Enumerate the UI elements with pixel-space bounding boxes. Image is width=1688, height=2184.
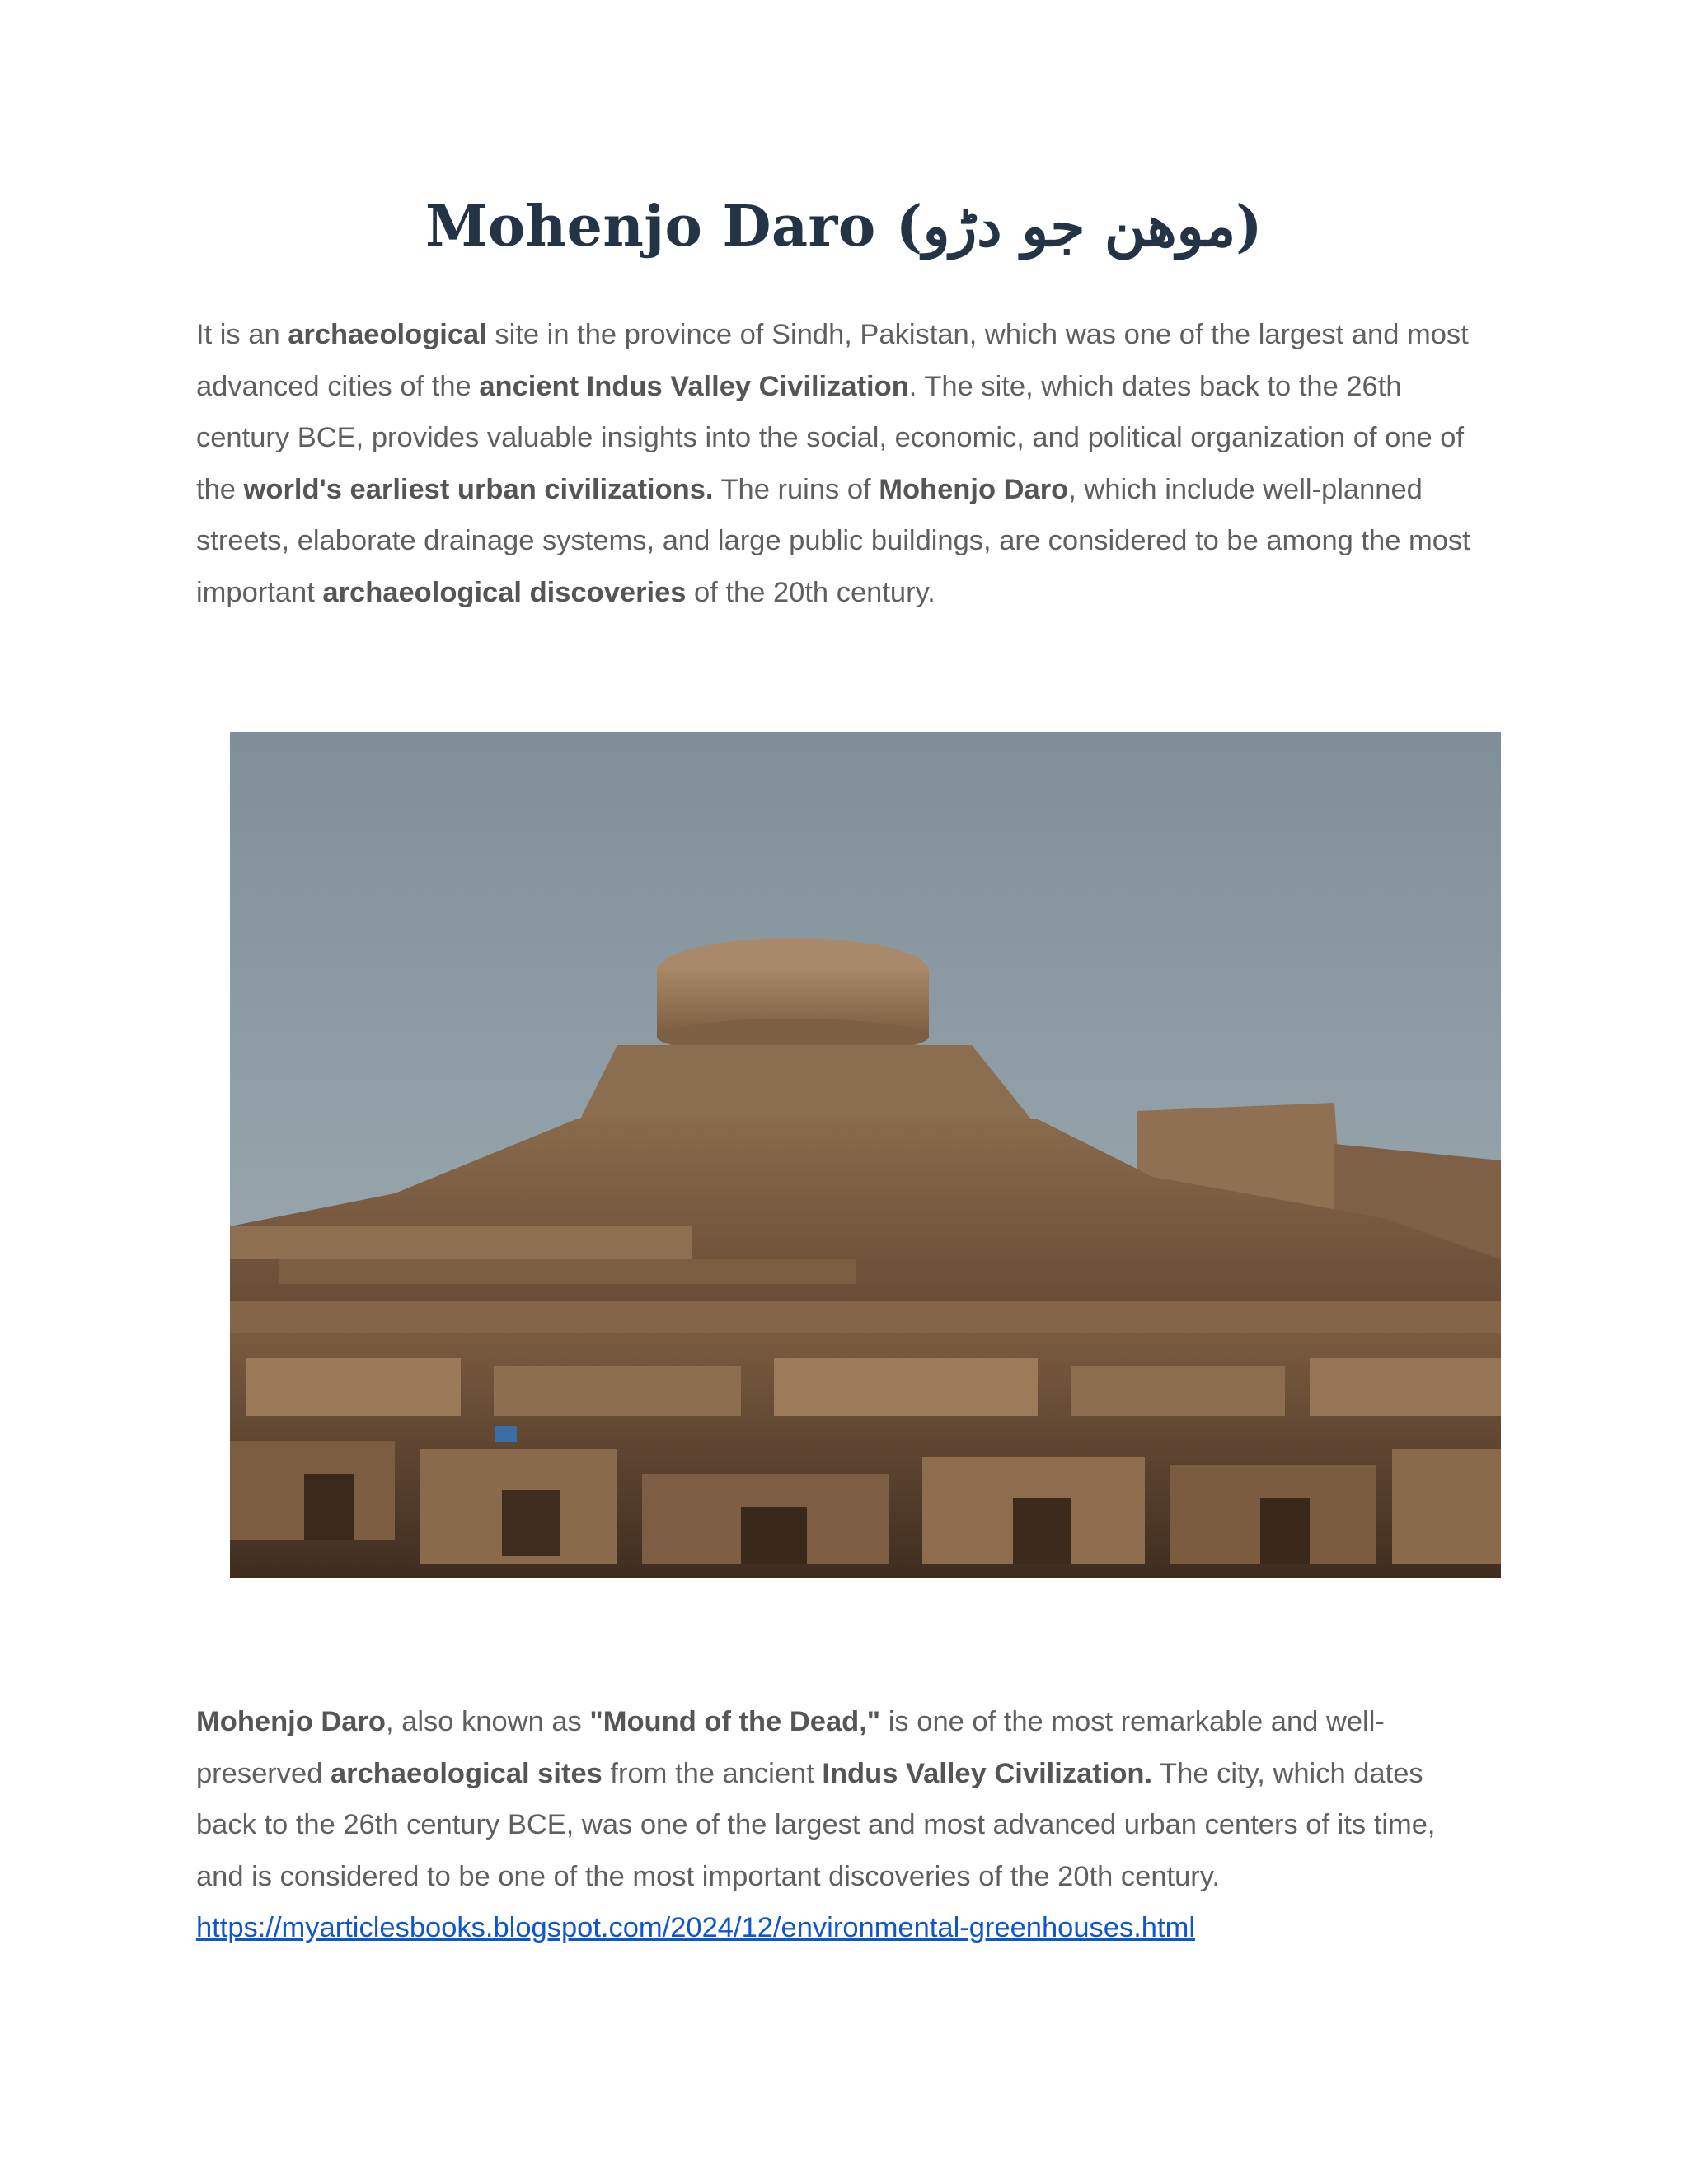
text-run: , which include well-planned streets, elaborate drainage systems, and large public buildings, are considered to be among the most important [196, 473, 1470, 608]
article-link[interactable]: https://myarticlesbooks.blogspot.com/2024/12/environmental-greenhouses.html [196, 1912, 1195, 1943]
description-paragraph [196, 1696, 1482, 1954]
text-run: is one of the most remarkable and well-preserved [196, 1706, 1385, 1789]
bold-text-run: world's earliest urban civilizations. [243, 473, 714, 505]
text-run: site in the province of Sindh, Pakistan, which was one of the largest and most advanced cities of the [196, 319, 1469, 402]
page-title: Mohenjo Daro (موھن جو دڑو) [425, 194, 1263, 260]
bold-text-run: Mohenjo Daro [879, 473, 1069, 505]
text-run: of the 20th century. [686, 576, 935, 608]
description-text [196, 1706, 1436, 1892]
text-run: . The site, which dates back to the 26th century BCE, provides valuable insights into the social, economic, and political organization of one of the [196, 370, 1465, 505]
bold-text-run: "Mound of the Dead," [589, 1706, 881, 1737]
bold-text-run: archaeological discoveries [322, 576, 687, 608]
text-run: from the ancient [602, 1757, 823, 1789]
bold-text-run: Indus Valley Civilization. [822, 1757, 1153, 1789]
intro-paragraph [196, 309, 1482, 618]
bold-text-run: archaeological [288, 319, 487, 350]
mohenjo-daro-ruins-photo [230, 732, 1501, 1578]
text-run: The city, which dates back to the 26th century BCE, was one of the largest and most advanced urban centers of its time, and is considered to be one of the most important discoveries of the 20th century. [196, 1757, 1436, 1892]
text-run: It is an [196, 319, 288, 350]
bold-text-run: archaeological sites [331, 1757, 603, 1789]
text-run: The ruins of [713, 473, 879, 505]
bold-text-run: ancient Indus Valley Civilization [479, 370, 909, 402]
ruins-illustration [230, 732, 1501, 1578]
bold-text-run: Mohenjo Daro [196, 1706, 386, 1737]
text-run: , also known as [386, 1706, 590, 1737]
